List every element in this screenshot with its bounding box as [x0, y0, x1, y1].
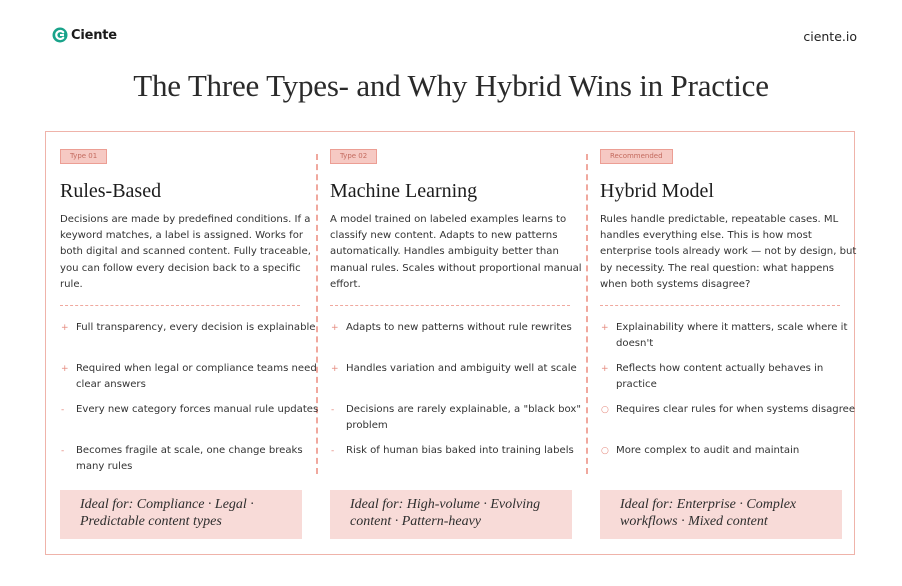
ideal-for-box: Ideal for: Compliance · Legal · Predictable content types	[60, 490, 302, 539]
bullet-mark: -	[61, 405, 65, 415]
bullet-mark: ○	[601, 446, 609, 456]
dashed-separator	[600, 305, 840, 306]
comparison-panel	[45, 131, 855, 555]
page-title: The Three Types- and Why Hybrid Wins in Practice	[133, 68, 769, 103]
point-text: Full transparency, every decision is explainable	[76, 322, 316, 333]
bullet-mark: -	[331, 405, 335, 415]
bullet-mark: -	[331, 446, 335, 456]
list-item	[60, 361, 322, 402]
pros-cons-list	[60, 320, 322, 484]
brand-logo	[52, 27, 117, 43]
point-text: Explainability where it matters, scale where it doesn't	[616, 322, 848, 349]
point-text: Handles variation and ambiguity well at scale	[346, 363, 577, 374]
bullet-mark: +	[61, 323, 69, 333]
point-text: Reflects how content actually behaves in practice	[616, 363, 824, 390]
dashed-separator	[330, 305, 570, 306]
column-title: Machine Learning	[330, 180, 478, 202]
dashed-separator	[60, 305, 300, 306]
bullet-mark: +	[331, 323, 339, 333]
point-text: Adapts to new patterns without rule rewrites	[346, 322, 572, 333]
list-item	[60, 320, 322, 361]
point-text: Becomes fragile at scale, one change breaks many rules	[76, 445, 303, 472]
column-rules-based	[60, 132, 322, 554]
bullet-mark: +	[601, 364, 609, 374]
bullet-mark: +	[331, 364, 339, 374]
list-item	[330, 443, 592, 484]
column-description: Rules handle predictable, repeatable cases. ML handles everything else. This is how most enterprise tools already work — not by design, but by necessity. The real question: what happens when both systems disagree?	[600, 214, 857, 290]
list-item	[60, 443, 322, 484]
column-title: Rules-Based	[60, 180, 162, 202]
list-item	[600, 361, 862, 402]
list-item	[330, 320, 592, 361]
ideal-for-box: Ideal for: High-volume · Evolving content · Pattern-heavy	[330, 490, 572, 539]
type-tag: Type 01	[60, 149, 107, 164]
point-text: Required when legal or compliance teams need clear answers	[76, 363, 317, 390]
list-item	[330, 361, 592, 402]
pros-cons-list	[330, 320, 592, 484]
recommended-tag: Recommended	[600, 149, 673, 164]
site-url[interactable]: ciente.io	[803, 29, 857, 44]
pros-cons-list	[600, 320, 862, 484]
bullet-mark: ○	[601, 405, 609, 415]
ciente-logo-icon	[52, 27, 68, 43]
point-text: Every new category forces manual rule updates	[76, 404, 319, 415]
ideal-for-box: Ideal for: Enterprise · Complex workflows · Mixed content	[600, 490, 842, 539]
bullet-mark: +	[601, 323, 609, 333]
bullet-mark: +	[61, 364, 69, 374]
column-description: Decisions are made by predefined conditions. If a keyword matches, a label is assigned. Works for both digital and scanned content. Fully traceable, you can follow every decision back to a specific rule.	[60, 214, 311, 290]
list-item	[600, 443, 862, 484]
list-item	[330, 402, 592, 443]
list-item	[60, 402, 322, 443]
brand-name: Ciente	[71, 27, 117, 43]
point-text: Decisions are rarely explainable, a "black box" problem	[346, 404, 581, 431]
list-item	[600, 320, 862, 361]
column-hybrid-model	[600, 132, 862, 554]
point-text: More complex to audit and maintain	[616, 445, 800, 456]
type-tag: Type 02	[330, 149, 377, 164]
point-text: Risk of human bias baked into training labels	[346, 445, 574, 456]
list-item	[600, 402, 862, 443]
column-title: Hybrid Model	[600, 180, 714, 202]
column-machine-learning	[330, 132, 592, 554]
bullet-mark: -	[61, 446, 65, 456]
column-description: A model trained on labeled examples learns to classify new content. Adapts to new patterns automatically. Handles ambiguity better than manual rules. Scales without proportional manual effort.	[330, 214, 582, 290]
point-text: Requires clear rules for when systems disagree	[616, 404, 856, 415]
